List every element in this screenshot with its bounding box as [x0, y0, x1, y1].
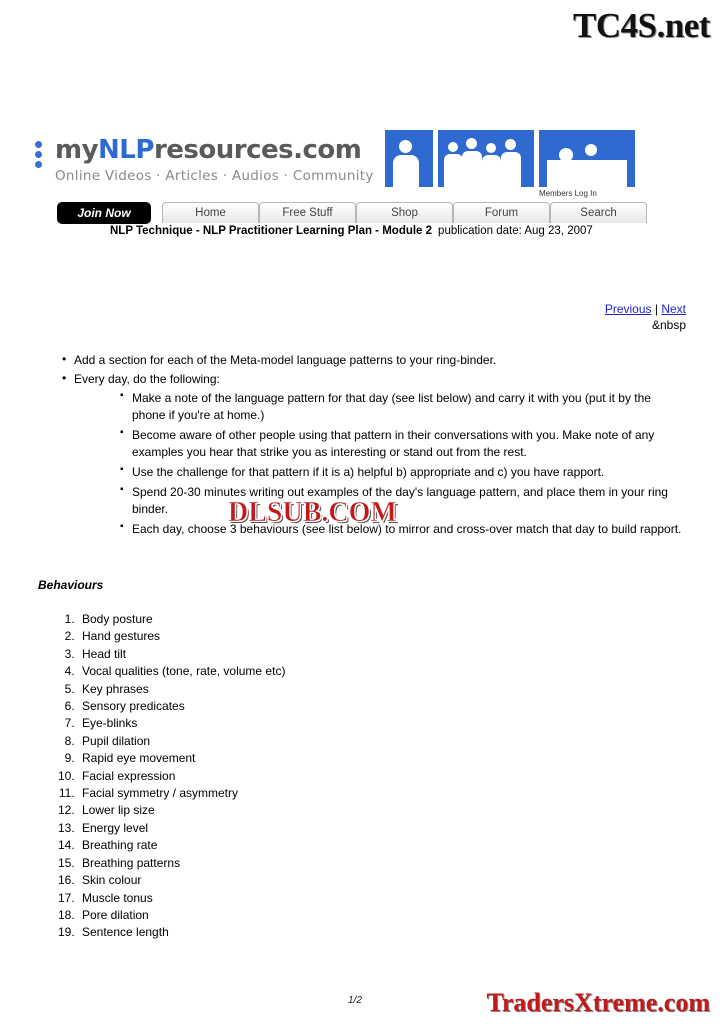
list-item: 14. Breathing rate	[78, 837, 285, 854]
bullet-text: Add a section for each of the Meta-model language patterns to your ring-binder.	[74, 353, 497, 367]
list-item: 4. Vocal qualities (tone, rate, volume etc)	[78, 663, 285, 680]
list-item: 15. Breathing patterns	[78, 855, 285, 872]
logo-text-part2: NLP	[98, 135, 154, 165]
list-item: ▪ Spend 20-30 minutes writing out examples of the day's language pattern, and place them in your ring binder.	[120, 484, 684, 518]
logo-text-part3: resources.com	[153, 135, 362, 165]
list-item: 8. Pupil dilation	[78, 733, 285, 750]
list-item: 7. Eye-blinks	[78, 715, 285, 732]
logo-tagline: Online Videos · Articles · Audios · Community	[55, 168, 374, 184]
nav-tab-forum[interactable]: Forum	[453, 202, 550, 223]
bullet-text: Every day, do the following:	[74, 372, 220, 387]
list-item: ▪ Make a note of the language pattern for that day (see list below) and carry it with you (put it by the phone if you're at home.)	[120, 390, 684, 424]
list-item: 6. Sensory predicates	[78, 698, 285, 715]
page-number: 1/2	[348, 995, 362, 1006]
list-item: 1. Body posture	[78, 611, 285, 628]
list-item: 13. Energy level	[78, 820, 285, 837]
list-item: ▪ Each day, choose 3 behaviours (see list below) to mirror and cross-over match that day to build rapport.	[120, 521, 684, 538]
nav-tab-free-stuff[interactable]: Free Stuff	[259, 202, 356, 223]
nav-tab-home[interactable]: Home	[162, 202, 259, 223]
tradersxtreme-watermark: TradersXtreme.com	[486, 988, 710, 1017]
pager-separator: |	[654, 302, 658, 316]
page-title: NLP Technique - NLP Practitioner Learning Plan - Module 2	[110, 225, 433, 237]
list-item: 18. Pore dilation	[78, 907, 285, 924]
list-item: 16. Skin colour	[78, 872, 285, 889]
list-item: 19. Sentence length	[78, 924, 285, 941]
behaviours-heading: Behaviours	[38, 578, 104, 592]
banner-image-3	[539, 130, 635, 187]
previous-link[interactable]: Previous	[604, 302, 652, 316]
nav-tab-join-now[interactable]: Join Now	[57, 202, 151, 224]
nav-tab-search[interactable]: Search	[550, 202, 647, 223]
banner-image-1	[385, 130, 433, 187]
list-item	[62, 352, 684, 369]
list-item: ▪ Use the challenge for that pattern if it is a) helpful b) appropriate and c) you have rapport.	[120, 464, 684, 481]
members-login-label[interactable]: Members Log In	[539, 189, 597, 198]
logo-text	[55, 135, 380, 165]
nav-tab-shop[interactable]: Shop	[356, 202, 453, 223]
list-item: ▪ Become aware of other people using that pattern in their conversations with you. Make note of any examples you hear that strike you as interesting or stand out from the rest.	[120, 427, 684, 461]
list-item: 2. Hand gestures	[78, 628, 285, 645]
site-logo	[35, 135, 380, 184]
logo-dots-icon	[35, 141, 49, 171]
dlsub-watermark: DLSUB.COM	[228, 497, 397, 528]
list-item: 17. Muscle tonus	[78, 890, 285, 907]
document-title-line	[110, 225, 593, 237]
behaviours-list	[48, 611, 285, 942]
header-banner-images	[385, 130, 655, 198]
document-pager	[605, 302, 686, 316]
nbsp-text: &nbsp	[651, 318, 686, 332]
banner-image-2	[438, 130, 534, 187]
list-item: 12. Lower lip size	[78, 802, 285, 819]
list-item: 5. Key phrases	[78, 681, 285, 698]
list-item: 10. Facial expression	[78, 768, 285, 785]
tc4s-watermark: TC4S.net	[573, 6, 710, 45]
publication-date: publication date: Aug 23, 2007	[438, 225, 593, 237]
list-item: 11. Facial symmetry / asymmetry	[78, 785, 285, 802]
next-link[interactable]: Next	[661, 302, 686, 316]
logo-text-part1: my	[55, 135, 99, 165]
site-header	[35, 130, 655, 225]
list-item: 9. Rapid eye movement	[78, 750, 285, 767]
list-item: 3. Head tilt	[78, 646, 285, 663]
